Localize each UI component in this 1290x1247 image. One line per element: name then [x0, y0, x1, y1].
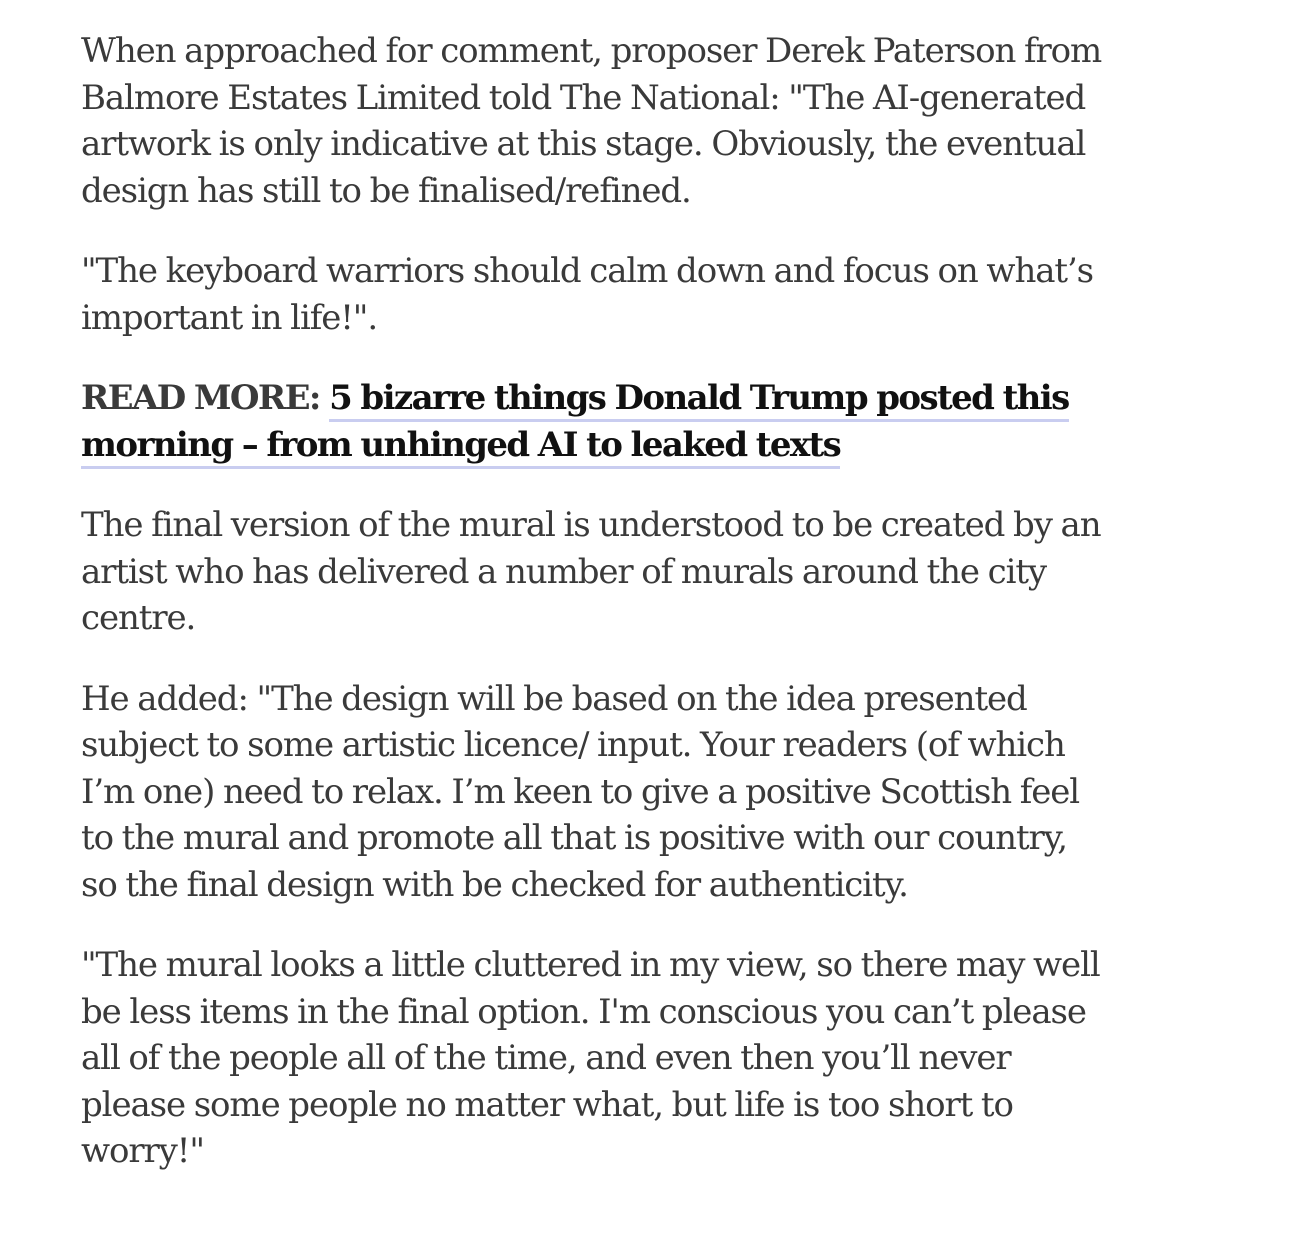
read-more-link[interactable]: 5 bizarre things Donald Trump posted this morning – from unhinged AI to leaked texts — [81, 378, 1069, 469]
paragraph-keyboard-warriors: "The keyboard warriors should calm down and focus on what’s important in life!". — [81, 251, 1094, 338]
article-body — [81, 28, 1111, 1209]
paragraph-cluttered: "The mural looks a little cluttered in my view, so there may well be less items in the final option. I'm conscious you can’t please all of the people all of the time, and even then you’ll never please some people no matter what, but life is too short to worry!" — [81, 945, 1100, 1171]
paragraph-comment: When approached for comment, proposer Derek Paterson from Balmore Estates Limited told The National: "The AI-generated artwork is only indicative at this stage. Obviously, the eventual design has still to be finalised/refined. — [81, 31, 1102, 211]
paragraph-he-added: He added: "The design will be based on the idea presented subject to some artistic licence/ input. Your readers (of which I’m one) need to relax. I’m keen to give a positive Scottish feel to the mural and promote all that is positive with our country, so the final design with be checked for authenticity. — [81, 678, 1080, 905]
paragraph-final-version: The final version of the mural is understood to be created by an artist who has delivered a number of murals around the city centre. — [81, 505, 1101, 638]
read-more-block — [81, 375, 1111, 468]
read-more-label: READ MORE: — [81, 378, 320, 418]
